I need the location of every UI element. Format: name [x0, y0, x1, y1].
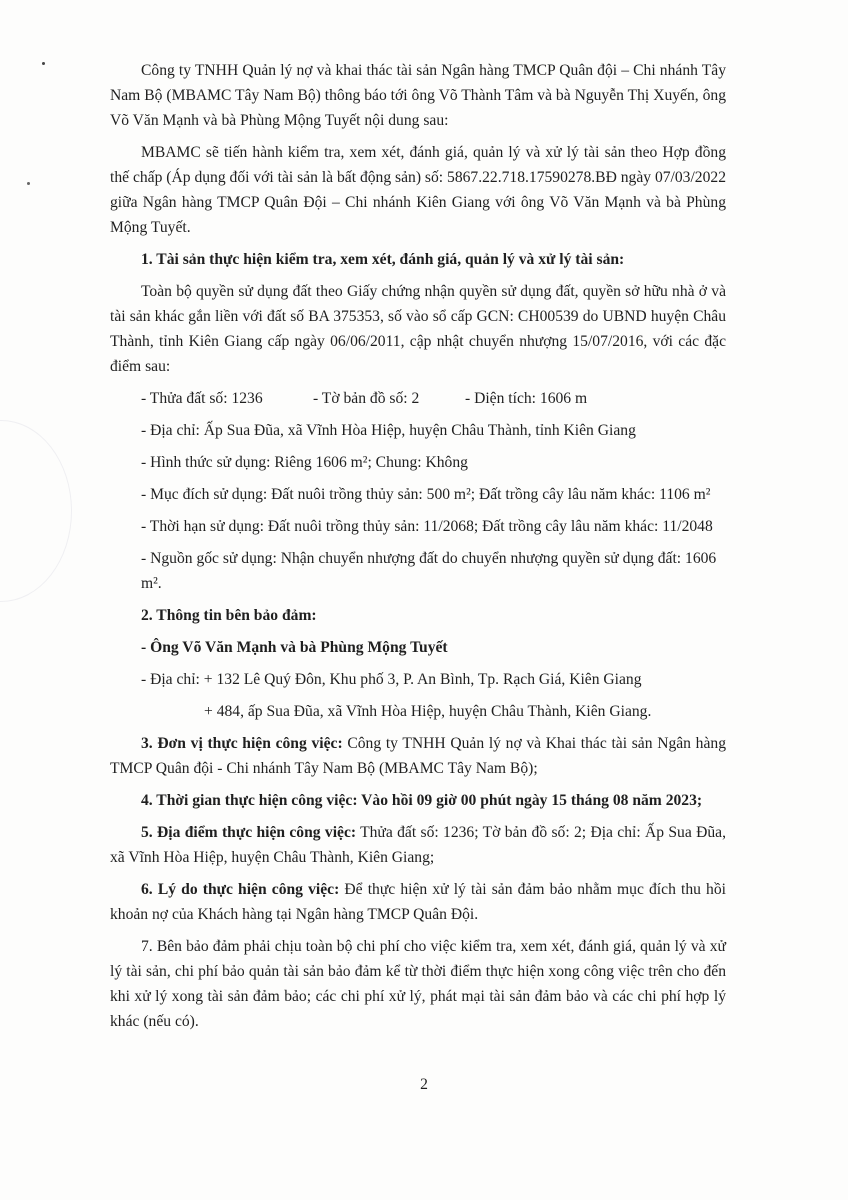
section-6-text: Để thực hiện xử lý tài sản đảm bảo nhằm mục đích thu hồi khoản nợ của Khách hàng tại Ngân hàng TMCP Quân Đội.: [110, 881, 726, 923]
section-1-heading: 1. Tài sản thực hiện kiểm tra, xem xét, đánh giá, quản lý và xử lý tài sản:: [141, 251, 625, 268]
secured-party-address-1: - Địa chỉ: + 132 Lê Quý Đôn, Khu phố 3, P. An Bình, Tp. Rạch Giá, Kiên Giang: [141, 671, 642, 688]
section-2-heading: 2. Thông tin bên bảo đảm:: [141, 607, 317, 624]
section-5-label: 5. Địa điểm thực hiện công việc:: [141, 824, 357, 841]
section-6-paragraph: [110, 877, 726, 927]
plot-info-row: [110, 386, 726, 411]
usage-purpose: - Mục đích sử dụng: Đất nuôi trồng thủy sản: 500 m²; Đất trồng cây lâu năm khác: 1106 m²: [141, 486, 711, 503]
notice-paragraph: MBAMC sẽ tiến hành kiểm tra, xem xét, đánh giá, quản lý và xử lý tài sản theo Hợp đồng thế chấp (Áp dụng đối với tài sản là bất động sản) số: 5867.22.718.17590278.BĐ ngày 07/03/2022 giữa Ngân hàng TMCP Quân Đội – Chi nhánh Kiên Giang với ông Võ Văn Mạnh và bà Phùng Mộng Tuyết.: [110, 144, 726, 236]
section-7-paragraph: 7. Bên bảo đảm phải chịu toàn bộ chi phí cho việc kiểm tra, xem xét, đánh giá, quản lý và xử lý tài sản, chi phí bảo quản tài sản bảo đảm kể từ thời điểm thực hiện xong công việc trên cho đến khi xử lý xong tài sản đảm bảo; các chi phí xử lý, phát mại tài sản đảm bảo và các chi phí hợp lý khác (nếu có).: [110, 938, 726, 1030]
section-6-label: 6. Lý do thực hiện công việc:: [141, 881, 340, 898]
map-sheet-number: - Tờ bản đồ số: 2: [313, 390, 420, 407]
section-3-label: 3. Đơn vị thực hiện công việc:: [141, 735, 343, 752]
scan-speck: [42, 62, 45, 65]
usage-form: - Hình thức sử dụng: Riêng 1606 m²; Chung: Không: [141, 454, 468, 471]
page-number: 2: [420, 1076, 428, 1093]
faint-stamp-mark: [0, 420, 72, 602]
usage-term: - Thời hạn sử dụng: Đất nuôi trồng thủy sản: 11/2068; Đất trồng cây lâu năm khác: 11/2048: [141, 518, 713, 535]
plot-number: - Thửa đất số: 1236: [141, 390, 263, 407]
section-3-text: Công ty TNHH Quản lý nợ và Khai thác tài sản Ngân hàng TMCP Quân đội - Chi nhánh Tây Nam Bộ (MBAMC Tây Nam Bộ);: [110, 735, 726, 777]
secured-party-name: - Ông Võ Văn Mạnh và bà Phùng Mộng Tuyết: [141, 639, 448, 656]
usage-origin: - Nguồn gốc sử dụng: Nhận chuyển nhượng đất do chuyển nhượng quyền sử dụng đất: 1606 m².: [141, 550, 717, 592]
document-body: [110, 58, 726, 1041]
plot-area: - Diện tích: 1606 m: [465, 390, 588, 407]
section-3-paragraph: [110, 731, 726, 781]
scan-speck: [27, 182, 30, 185]
section-4-paragraph: 4. Thời gian thực hiện công việc: Vào hồi 09 giờ 00 phút ngày 15 tháng 08 năm 2023;: [141, 792, 703, 809]
section-1-description: Toàn bộ quyền sử dụng đất theo Giấy chứng nhận quyền sử dụng đất, quyền sở hữu nhà ở và tài sản khác gắn liền với đất số BA 375353, số vào sổ cấp GCN: CH00539 do UBND huyện Châu Thành, tỉnh Kiên Giang cấp ngày 06/06/2011, cập nhật chuyển nhượng 15/07/2016, với các đặc điểm sau:: [110, 283, 726, 375]
section-5-paragraph: [110, 820, 726, 870]
intro-paragraph: Công ty TNHH Quản lý nợ và khai thác tài sản Ngân hàng TMCP Quân đội – Chi nhánh Tây Nam Bộ (MBAMC Tây Nam Bộ) thông báo tới ông Võ Thành Tâm và bà Nguyễn Thị Xuyến, ông Võ Văn Mạnh và bà Phùng Mộng Tuyết nội dung sau:: [110, 62, 726, 129]
secured-party-address-2: + 484, ấp Sua Đũa, xã Vĩnh Hòa Hiệp, huyện Châu Thành, Kiên Giang.: [204, 703, 652, 720]
section-5-text: Thửa đất số: 1236; Tờ bản đồ số: 2; Địa chỉ: Ấp Sua Đũa, xã Vĩnh Hòa Hiệp, huyện Châu Thành, Kiên Giang;: [110, 824, 726, 866]
land-address: - Địa chỉ: Ấp Sua Đũa, xã Vĩnh Hòa Hiệp, huyện Châu Thành, tỉnh Kiên Giang: [141, 422, 636, 439]
